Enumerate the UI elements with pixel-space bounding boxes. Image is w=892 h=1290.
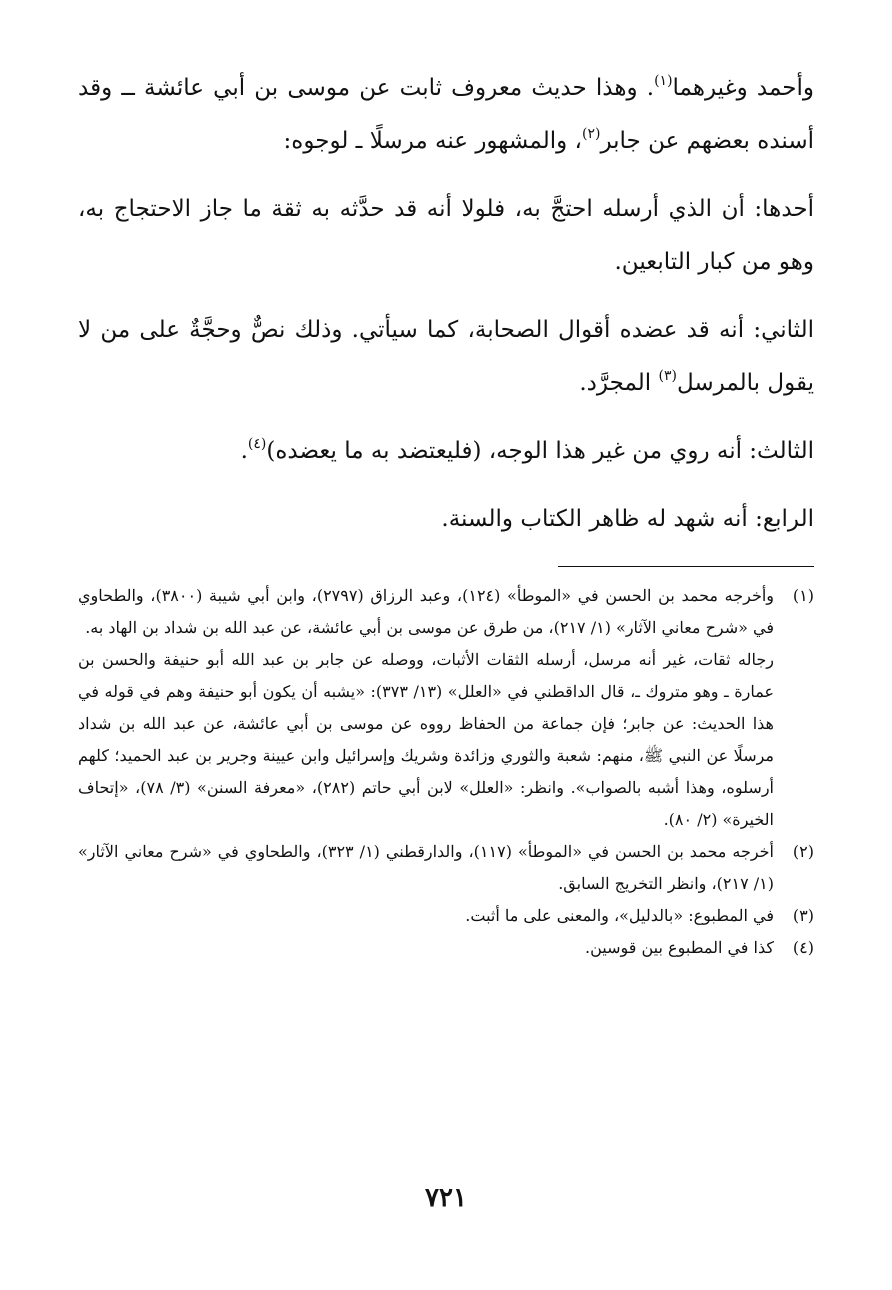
footnote-number: (٤): [792, 938, 814, 957]
paragraph-2: أحدها: أن الذي أرسله احتجَّ به، فلولا أنه قد حدَّثه به ثقة ما جاز الاحتجاج به، وهو من كبار التابعين.: [78, 196, 814, 275]
paragraph-1-text-b: . وهذا حديث معروف ثابت عن موسى بن أبي عائشة ــ وقد أسنده بعضهم عن جابر: [78, 75, 814, 154]
footnote-ref-1[interactable]: (١): [654, 73, 673, 89]
paragraph-4-text-a: الثالث: أنه روي من غير هذا الوجه، (فليعتضد به ما يعضده): [266, 438, 814, 464]
footnote-number: (٣): [792, 906, 814, 925]
paragraph-3: [78, 304, 814, 410]
paragraph-1: [78, 62, 814, 168]
paragraph-4: [78, 425, 814, 478]
paragraph-3-text-a: الثاني: أنه قد عضده أقوال الصحابة، كما سيأتي. وذلك نصٌّ وحجَّةٌ على من لا يقول بالمرسل: [78, 317, 814, 396]
footnote-paragraph: وأخرجه محمد بن الحسن في «الموطأ» (١٢٤)، وعبد الرزاق (٢٧٩٧)، وابن أبي شيبة (٣٨٠٠)، والطحاوي في «شرح معاني الآثار» (١/ ٢١٧)، من طرق عن موسى بن أبي عائشة، عن عبد الله بن شداد بن الهاد به.: [78, 586, 775, 637]
paragraph-4-text-b: .: [240, 438, 248, 464]
footnote-paragraph: أخرجه محمد بن الحسن في «الموطأ» (١١٧)، والدارقطني (١/ ٣٢٣)، والطحاوي في «شرح معاني الآثار» (١/ ٢١٧)، وانظر التخريج السابق.: [78, 842, 774, 893]
footnote-body: [78, 900, 774, 932]
footnote-paragraph: في المطبوع: «بالدليل»، والمعنى على ما أثبت.: [465, 906, 774, 925]
main-text: [78, 62, 814, 546]
footnote-ref-3[interactable]: (٣): [658, 368, 677, 384]
footnote-4: [78, 932, 814, 964]
footnote-body: [78, 836, 774, 900]
paragraph-5: الرابع: أنه شهد له ظاهر الكتاب والسنة.: [441, 506, 814, 532]
footnote-divider: [558, 566, 814, 567]
footnote-number: (٢): [792, 842, 814, 861]
footnote-1: [78, 580, 814, 836]
footnote-body: [78, 580, 774, 836]
footnote-ref-4[interactable]: (٤): [247, 436, 267, 452]
footnote-ref-2[interactable]: (٢): [581, 126, 601, 142]
footnote-body: [78, 932, 774, 964]
paragraph-3-text-b: المجرَّد.: [579, 370, 659, 396]
paragraph-1-text-c: ، والمشهور عنه مرسلًا ـ لوجوه:: [283, 128, 582, 154]
footnotes: [78, 580, 814, 964]
paragraph-1-text-a: وأحمد وغيرهما: [672, 75, 814, 101]
footnote-paragraph: رجاله ثقات، غير أنه مرسل، أرسله الثقات الأثبات، ووصله عن جابر بن عبد الله أبو حنيفة والحسن بن عمارة ـ وهو متروك ـ، قال الداقطني في «العلل» (١٣/ ٣٧٣): «يشبه أن يكون أبو حنيفة وهم في قوله في هذا الحديث: عن جابر؛ فإن جماعة من الحفاظ رووه عن موسى بن أبي عائشة، عن عبد الله بن شداد مرسلًا عن النبي ﷺ، منهم: شعبة والثوري وزائدة وشريك وإسرائيل وابن عيينة وجرير بن عبد الحميد؛ كلهم أرسلوه، وهذا أشبه بالصواب». وانظر: «العلل» لابن أبي حاتم (٢٨٢)، «معرفة السنن» (٣/ ٧٨)، «إتحاف الخيرة» (٢/ ٨٠).: [78, 650, 774, 829]
footnote-3: [78, 900, 814, 932]
footnote-2: [78, 836, 814, 900]
footnote-paragraph: كذا في المطبوع بين قوسين.: [585, 938, 774, 957]
page-number: ٧٢١: [425, 1183, 467, 1213]
footnote-number: (١): [792, 586, 814, 605]
